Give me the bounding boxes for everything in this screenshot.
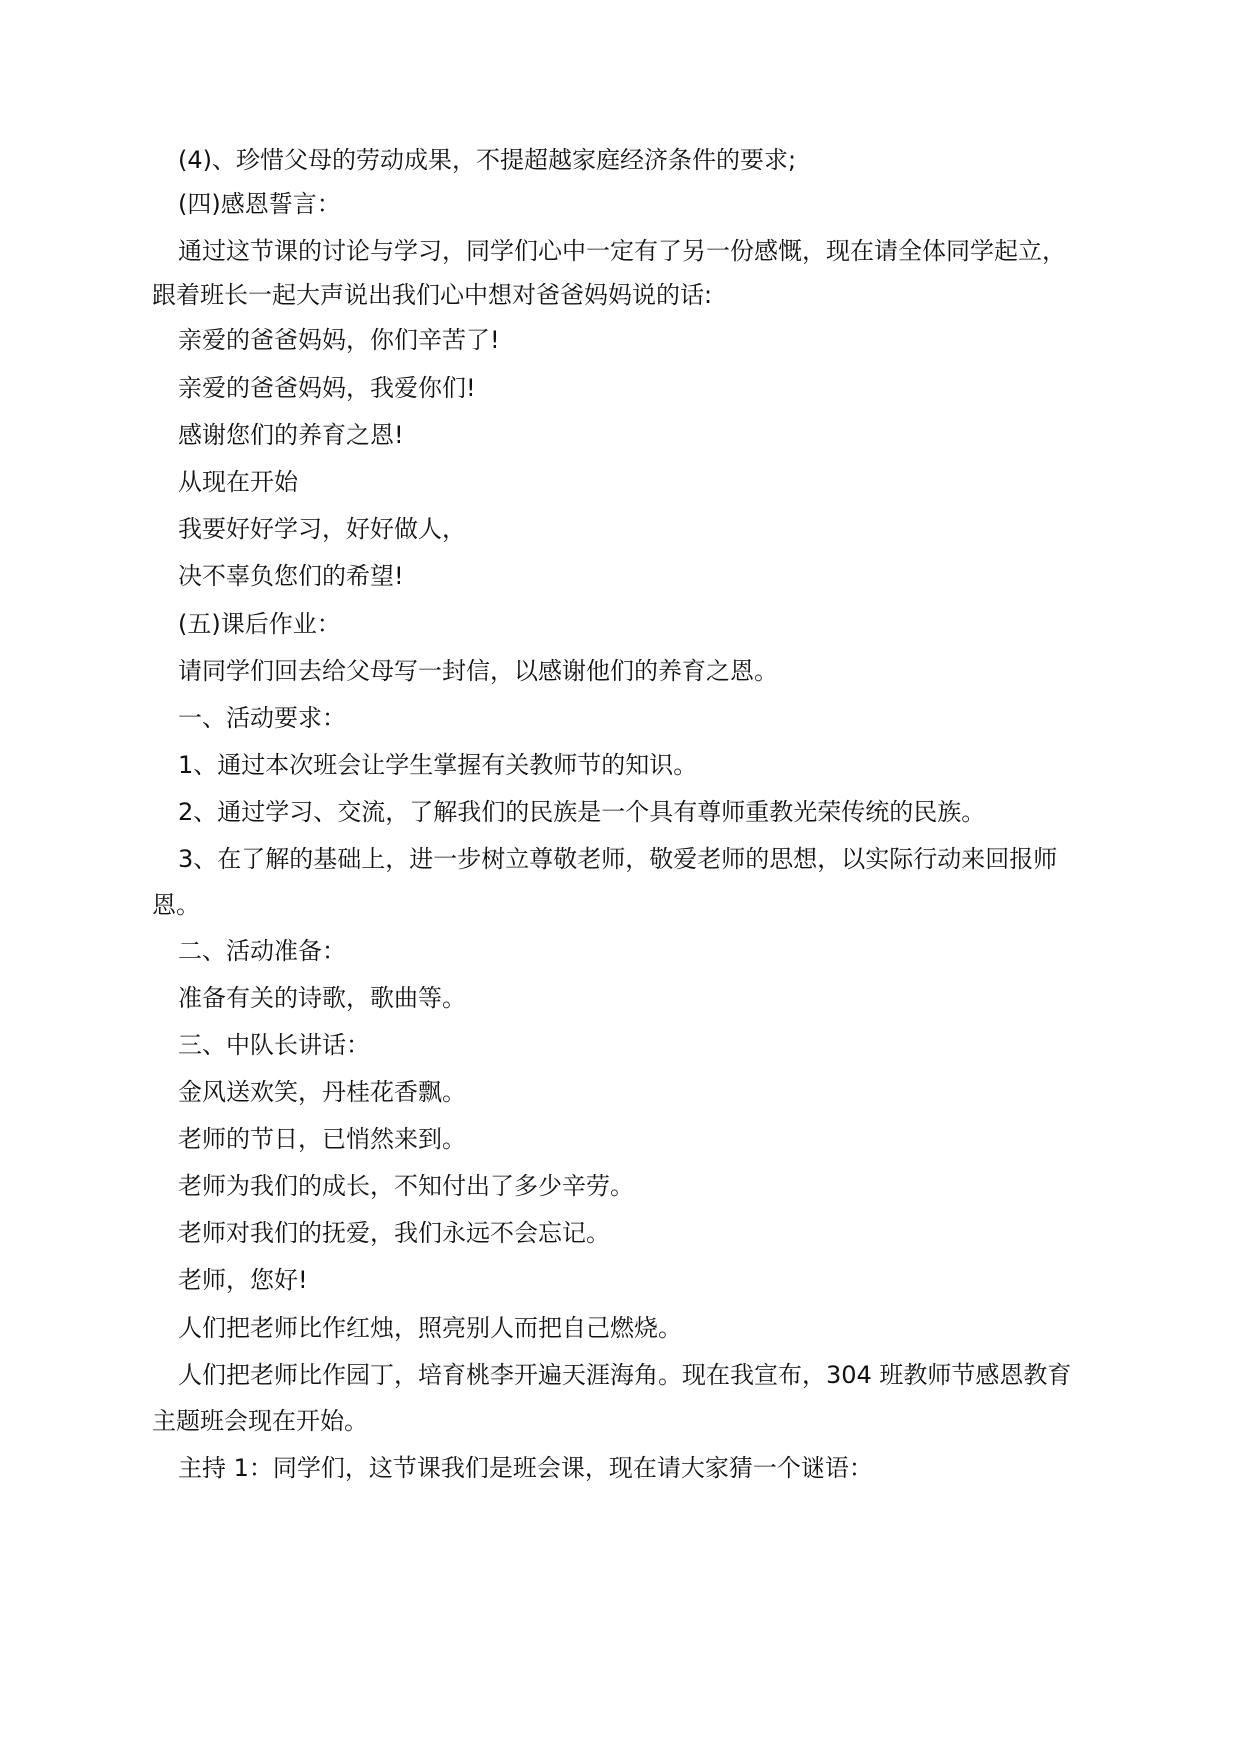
section-heading: (五)课后作业： [178, 610, 341, 638]
paragraph-line: 主题班会现在开始。 [152, 1407, 368, 1435]
text-line: 亲爱的爸爸妈妈，我爱你们! [178, 374, 476, 402]
section-heading: 一、活动要求： [178, 704, 346, 732]
list-item: 3、在了解的基础上，进一步树立尊敬老师，敬爱老师的思想，以实际行动来回报师 [178, 845, 1058, 873]
text-line: 老师的节日，已悄然来到。 [178, 1125, 466, 1153]
section-heading: 二、活动准备： [178, 937, 346, 965]
section-heading: (四)感恩誓言： [178, 190, 341, 218]
text-line: 感谢您们的养育之恩! [178, 421, 404, 449]
text-line: 老师，您好! [178, 1266, 308, 1294]
text-line: 老师对我们的抚爱，我们永远不会忘记。 [178, 1219, 610, 1247]
paragraph-line: 人们把老师比作园丁，培育桃李开遍天涯海角。现在我宣布，304 班教师节感恩教育 [178, 1361, 1072, 1389]
text-line: 主持 1：同学们，这节课我们是班会课，现在请大家猜一个谜语： [178, 1454, 873, 1482]
text-line: 老师为我们的成长，不知付出了多少辛劳。 [178, 1172, 634, 1200]
list-item-continuation: 恩。 [152, 891, 200, 919]
paragraph-line: 跟着班长一起大声说出我们心中想对爸爸妈妈说的话: [152, 281, 713, 309]
section-heading: 三、中队长讲话： [178, 1031, 370, 1059]
text-line: 我要好好学习，好好做人， [178, 515, 466, 543]
paragraph-line: 通过这节课的讨论与学习，同学们心中一定有了另一份感慨，现在请全体同学起立， [178, 237, 1066, 265]
text-line: 人们把老师比作红烛，照亮别人而把自己燃烧。 [178, 1314, 682, 1342]
text-line: 请同学们回去给父母写一封信，以感谢他们的养育之恩。 [178, 657, 778, 685]
list-item: 1、通过本次班会让学生掌握有关教师节的知识。 [178, 751, 698, 779]
text-line: 金风送欢笑，丹桂花香飘。 [178, 1078, 466, 1106]
text-line: (4)、珍惜父母的劳动成果，不提超越家庭经济条件的要求; [178, 146, 797, 174]
text-line: 决不辜负您们的希望! [178, 562, 404, 590]
text-line: 从现在开始 [178, 468, 298, 496]
list-item: 2、通过学习、交流，了解我们的民族是一个具有尊师重教光荣传统的民族。 [178, 798, 986, 826]
text-line: 准备有关的诗歌，歌曲等。 [178, 984, 466, 1012]
text-line: 亲爱的爸爸妈妈，你们辛苦了! [178, 326, 500, 354]
